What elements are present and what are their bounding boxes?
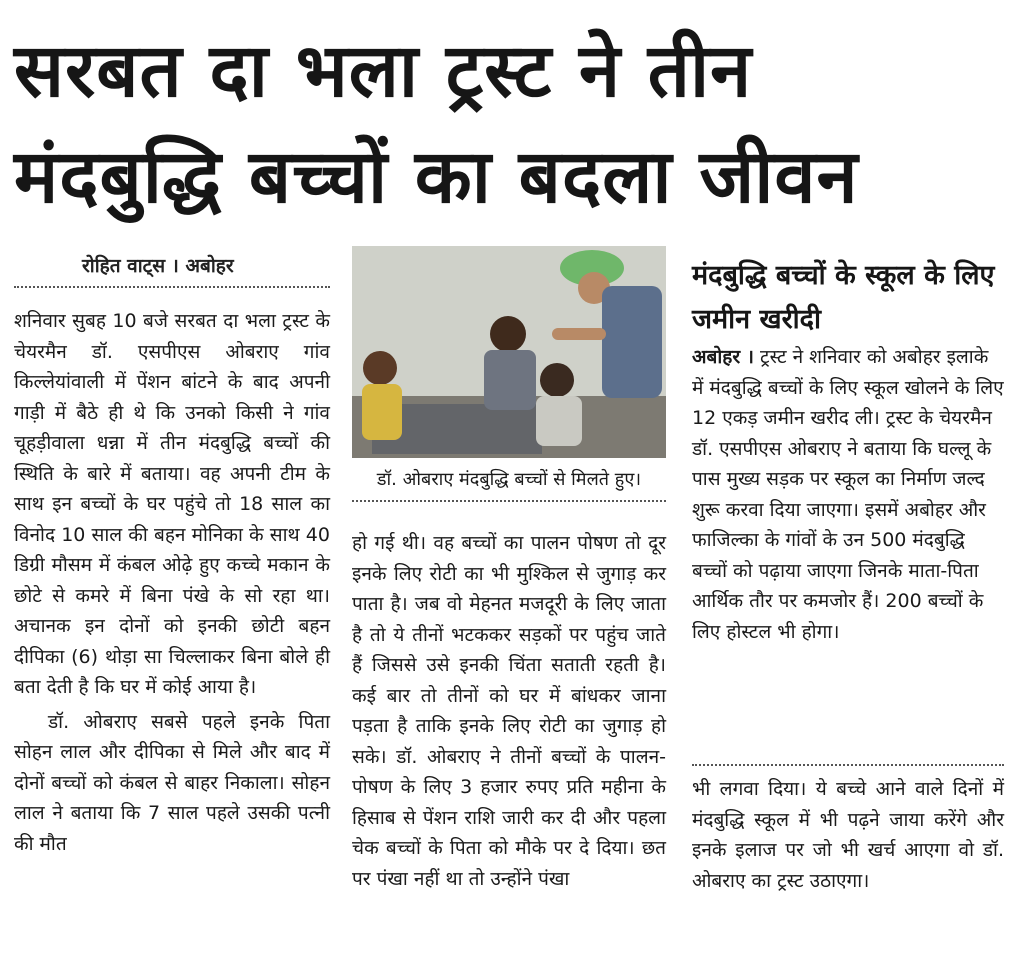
news-photo-illustration [352, 246, 666, 458]
sidebar-text: ट्रस्ट ने शनिवार को अबोहर इलाके में मंदबुद्धि बच्चों के लिए स्कूल खोलने के लिए 12 एकड़ जमीन खरीद ली। ट्रस्ट के चेयरमैन डॉ. एसपीएस ओबराए ने बताया कि घल्लू के पास मुख्य सड़क पर स्कूल का निर्माण जल्द शुरू करवा दिया जाएगा। इसमें अबोहर और फाजिल्का के गांवों के उन 500 मंदबुद्धि बच्चों को पढ़ाया जाएगा जिनके माता-पिता आर्थिक तौर पर कमजोर हैं। 200 बच्चों के लिए होस्टल भी होगा। [692, 346, 1004, 643]
right-column [692, 774, 1004, 896]
sidebar-dateline: अबोहर । [692, 346, 754, 368]
byline-divider [14, 286, 330, 288]
sidebar-heading: मंदबुद्धि बच्चों के स्कूल के लिए जमीन खरीदी [692, 260, 995, 335]
middle-column-paragraph-1: हो गई थी। वह बच्चों का पालन पोषण तो दूर इनके लिए रोटी का भी मुश्किल से जुगाड़ कर पाता है। जब वो मेहनत मजदूरी के लिए जाता है तो ये तीनों भटककर सड़कों पर पहुंच जाते हैं जिससे उसे इनकी चिंता सताती रहती है। कई बार तो तीनों को घर में बांधकर जाना पड़ता है ताकि इनके लिए रोटी का जुगाड़ हो सके। डॉ. ओबराए ने तीनों बच्चों के पालन-पोषण के लिए 3 हजार रुपए प्रति महीना के हिसाब से पेंशन राशि जारी कर दी और पहला चेक बच्चों के पिता को मौके पर दे दिया। छत पर पंखा नहीं था तो उन्होंने पंखा [352, 532, 666, 890]
middle-column [352, 528, 666, 894]
left-column-paragraph-1: शनिवार सुबह 10 बजे सरबत दा भला ट्रस्ट के चेयरमैन डॉ. एसपीएस ओबराए गांव किल्लेयांवाली में पेंशन बांटने के बाद अपनी गाड़ी में बैठे ही थे कि उनको किसी ने गांव चूहड़ीवाला धन्ना में तीन मंदबुद्धि बच्चों की स्थिति के बारे में बताया। वह अपनी टीम के साथ इन बच्चों के घर पहुंचे तो 18 साल का विनोद 10 साल की बहन मोनिका के साथ 40 डिग्री मौसम में कंबल ओढ़े हुए कच्चे मकान के छोटे से कमरे में बिना पंखे के सो रहा था। अचानक इन दोनों को इनकी छोटी बहन दीपिका (6) थोड़ा सा चिल्लाकर बिना बोले ही बता देती है कि घर में कोई आया है। [14, 310, 330, 698]
news-photo [352, 246, 666, 458]
right-column-paragraph-1: भी लगवा दिया। ये बच्चे आने वाले दिनों में मंदबुद्धि स्कूल में भी पढ़ने जाया करेंगे और इनके इलाज पर जो भी खर्च आएगा वो डॉ. ओबराए का ट्रस्ट उठाएगा। [692, 778, 1004, 892]
headline [14, 18, 1004, 230]
byline: रोहित वाट्स । अबोहर [82, 255, 234, 277]
left-column-paragraph-2: डॉ. ओबराए सबसे पहले इनके पिता सोहन लाल और दीपिका से मिले और बाद में दोनों बच्चों को कंबल से बाहर निकाला। सोहन लाल ने बताया कि 7 साल पहले उसकी पत्नी की मौत [14, 710, 330, 855]
caption-divider [352, 500, 666, 502]
photo-caption: डॉ. ओबराए मंदबुद्धि बच्चों से मिलते हुए। [376, 469, 642, 490]
headline-line-2: मंदबुद्धि बच्चों का बदला जीवन [14, 134, 859, 220]
sidebar-divider [692, 764, 1004, 766]
left-column [14, 306, 330, 859]
sidebar-body [692, 342, 1004, 647]
headline-line-1: सरबत दा भला ट्रस्ट ने तीन [14, 28, 753, 114]
